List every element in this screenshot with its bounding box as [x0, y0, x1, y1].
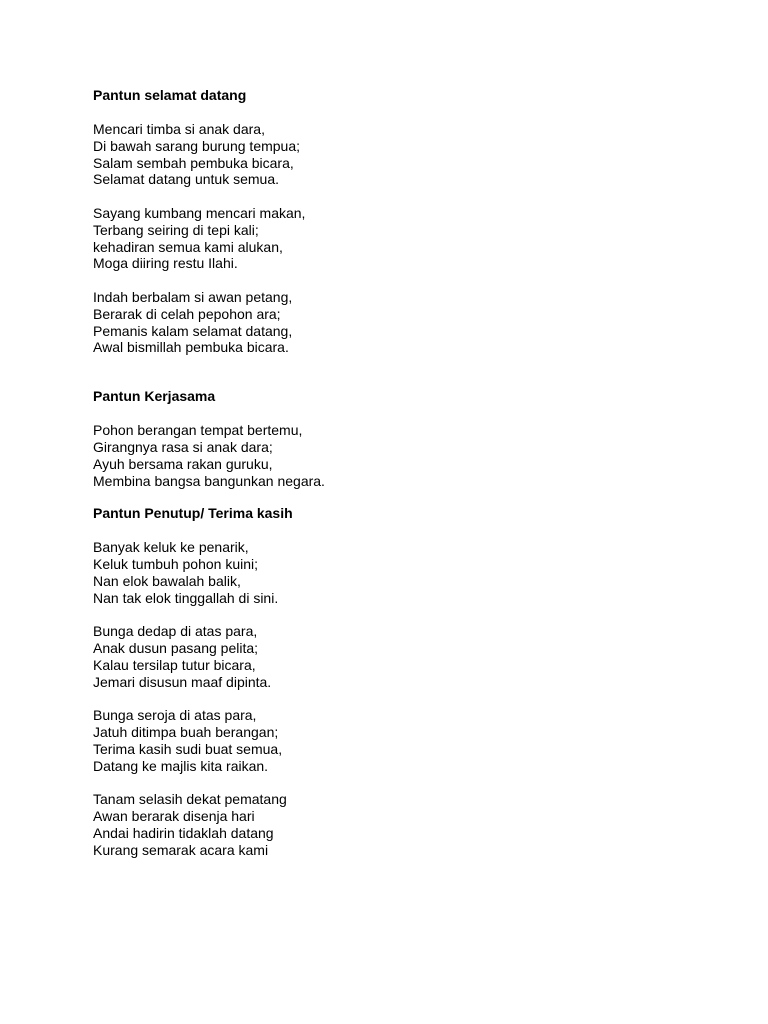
stanza — [93, 623, 733, 690]
verse-line: Ayuh bersama rakan guruku, — [93, 455, 273, 472]
verse-line: Awan berarak disenja hari — [93, 808, 255, 825]
verse-line: Kalau tersilap tutur bicara, — [93, 656, 256, 673]
verse-line: Tanam selasih dekat pematang — [93, 791, 287, 808]
stanza — [93, 791, 733, 858]
section-title: Pantun selamat datang — [93, 87, 247, 103]
stanza — [93, 539, 733, 606]
verse-line: Di bawah sarang burung tempua; — [93, 137, 301, 154]
section-title: Pantun Kerjasama — [93, 388, 216, 405]
verse-line: Bunga dedap di atas para, — [93, 623, 258, 640]
stanza — [93, 205, 733, 272]
section-title: Pantun Penutup/ Terima kasih — [93, 505, 293, 522]
section-closing — [93, 505, 733, 858]
verse-line: Terima kasih sudi buat semua, — [93, 740, 283, 757]
verse-line: Jatuh ditimpa buah berangan; — [93, 724, 279, 741]
verse-line: Salam sembah pembuka bicara, — [93, 154, 294, 171]
document-page — [93, 87, 733, 858]
verse-line: Banyak keluk ke penarik, — [93, 539, 249, 556]
verse-line: Pohon berangan tempat bertemu, — [93, 422, 303, 439]
verse-line: Nan tak elok tinggallah di sini. — [93, 589, 279, 606]
verse-line: Pemanis kalam selamat datang, — [93, 322, 293, 339]
verse-line: Mencari timba si anak dara, — [93, 121, 265, 137]
section-welcome — [93, 87, 733, 356]
verse-line: Anak dusun pasang pelita; — [93, 640, 259, 657]
verse-line: Indah berbalam si awan petang, — [93, 288, 293, 305]
verse-line: Kurang semarak acara kami — [93, 841, 269, 858]
stanza — [93, 422, 733, 489]
verse-line: Terbang seiring di tepi kali; — [93, 221, 259, 238]
verse-line: Andai hadirin tidaklah datang — [93, 824, 274, 841]
verse-line: Moga diiring restu Ilahi. — [93, 255, 238, 272]
verse-line: Selamat datang untuk semua. — [93, 171, 280, 188]
verse-line: Awal bismillah pembuka bicara. — [93, 339, 289, 356]
verse-line: Berarak di celah pepohon ara; — [93, 305, 281, 322]
verse-line: kehadiran semua kami alukan, — [93, 238, 283, 255]
verse-line: Datang ke majlis kita raikan. — [93, 757, 269, 774]
verse-line: Jemari disusun maaf dipinta. — [93, 673, 272, 690]
stanza — [93, 707, 733, 774]
verse-line: Girangnya rasa si anak dara; — [93, 438, 273, 455]
section-cooperation — [93, 388, 733, 489]
stanza — [93, 289, 733, 356]
verse-line: Nan elok bawalah balik, — [93, 572, 241, 589]
stanza — [93, 121, 733, 188]
verse-line: Bunga seroja di atas para, — [93, 707, 257, 724]
verse-line: Membina bangsa bangunkan negara. — [93, 472, 325, 489]
verse-line: Keluk tumbuh pohon kuini; — [93, 556, 258, 573]
verse-line: Sayang kumbang mencari makan, — [93, 204, 306, 221]
